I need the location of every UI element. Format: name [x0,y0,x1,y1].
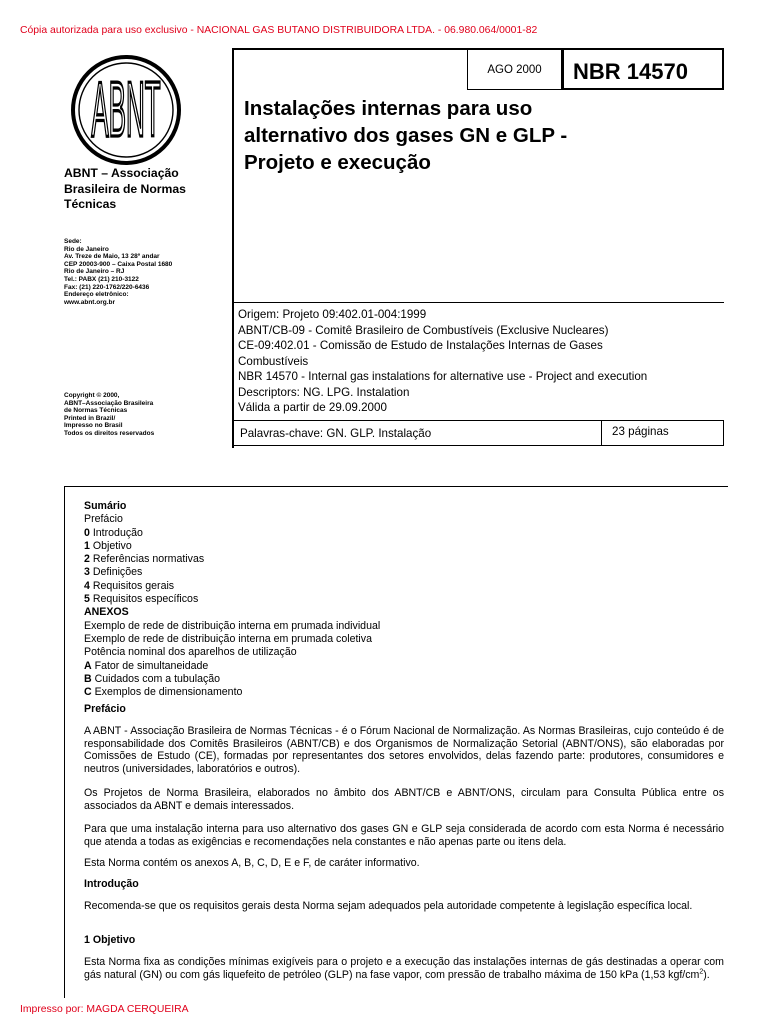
copyright-line: de Normas Técnicas [64,407,128,415]
origin-line: Origem: Projeto 09:402.01-004:1999 [238,308,427,321]
address-line: Rio de Janeiro [64,245,109,253]
summary-item: Prefácio [84,513,123,526]
abnt-logo-graphic [70,54,182,166]
annex-item: C Exemplos de dimensionamento [84,686,243,699]
summary [84,500,724,699]
address-line: Fax: (21) 220-1762/220-6436 [64,283,150,291]
body-top-rule [64,486,728,487]
address-line: Tel.: PABX (21) 210-3122 [64,275,139,283]
summary-item: 5 Requisitos específicos [84,593,199,606]
origin-line: Combustíveis [238,354,309,368]
objective-heading: 1 Objetivo [84,934,136,946]
summary-item: 0 Introdução [84,526,143,539]
page-count: 23 páginas [612,425,669,438]
abnt-logo [70,54,182,166]
introduction-text: Recomenda-se que os requisitos gerais desta Norma sejam adequados pela autoridade competente à legislação específica local. [84,900,693,912]
origin-line: NBR 14570 - Internal gas instalations for alternative use - Project and execution [238,370,648,383]
standard-title [244,95,714,176]
introduction-heading: Introdução [84,878,139,890]
origin-line: Válida a partir de 29.09.2000 [238,401,387,414]
address-line: Av. Treze de Maio, 13 28º andar [64,253,160,261]
origin-line: Descriptors: NG. LPG. Instalation [238,385,410,399]
copyright-line: Copyright © 2000, [64,392,120,399]
org-name: ABNT – Associação Brasileira de Normas Técnicas [64,166,186,212]
address-line: Sede: [64,238,82,245]
origin-line: CE-09:402.01 - Comissão de Estudo de Instalações Internas de Gases [238,339,603,352]
body-left-rule [64,486,65,998]
annex-item: Exemplo de rede de distribuição interna em prumada coletiva [84,632,372,645]
title-line: alternativo dos gases GN e GLP - [244,124,568,147]
annexes-heading: ANEXOS [84,606,129,619]
preface-paragraph: Os Projetos de Norma Brasileira, elaborados no âmbito dos ABNT/CB e ABNT/ONS, circulam para Consulta Pública entre os associados da ABNT e demais interessados. [84,787,724,812]
pages-box [602,420,724,446]
copyright-line: ABNT–Associação Brasileira [64,399,154,407]
copyright-line: Impresso no Brasil [64,422,123,430]
address-line: www.abnt.org.br [64,298,116,306]
frame-vertical-rule [232,48,234,448]
title-line: Projeto e execução [244,151,431,174]
summary-item: 1 Objetivo [84,539,132,552]
origin-top-rule [232,302,724,303]
preface-paragraph: Esta Norma contém os anexos A, B, C, D, E e F, de caráter informativo. [84,857,420,869]
keywords: Palavras-chave: GN. GLP. Instalação [240,427,432,440]
summary-item: 2 Referências normativas [84,553,205,566]
preface-paragraph: Para que uma instalação interna para uso alternativo dos gases GN e GLP seja considerada de acordo com esta Norma é necessário que atenda a todas as exigências e recomendações nela constantes e não apenas parte ou itens dela. [84,823,724,848]
standard-code: NBR 14570 [573,59,688,84]
abnt-logo-text: ABNT [91,66,161,154]
date-box [467,48,562,90]
copyright-block [64,392,224,438]
preface-paragraph: A ABNT - Associação Brasileira de Normas Técnicas - é o Fórum Nacional de Normalização. As Normas Brasileiras, cujo conteúdo é de responsabilidade dos Comitês Brasileiros (ABNT/CB) e dos Organismos de Normalização Setorial (ABNT/ONS), são elaboradas por Comissões de Estudo (CE), formadas por representantes dos setores envolvidos, delas fazendo parte: produtores, consumidores e neutros (universidades, laboratórios e outros). [84,725,724,775]
origin-line: ABNT/CB-09 - Comitê Brasileiro de Combustíveis (Exclusive Nucleares) [238,323,609,337]
origin-block [238,307,722,416]
summary-item: 3 Definições [84,566,143,579]
copy-authorization-notice: Cópia autorizada para uso exclusivo - NACIONAL GAS BUTANO DISTRIBUIDORA LTDA. - 06.980.064/0001-82 [20,25,538,36]
annex-item: Exemplo de rede de distribuição interna em prumada individual [84,619,381,632]
summary-item: 4 Requisitos gerais [84,579,175,592]
annex-item: Potência nominal dos aparelhos de utilização [84,646,297,659]
address-line: Endereço eletrônico: [64,291,129,299]
code-box [562,48,724,90]
address-line: CEP 20003-900 – Caixa Postal 1680 [64,260,173,268]
annex-item: B Cuidados com a tubulação [84,672,221,685]
title-line: Instalações internas para uso [244,97,533,120]
copyright-line: Printed in Brazil/ [64,414,116,422]
annex-item: A Fator de simultaneidade [84,659,209,672]
standard-date: AGO 2000 [487,64,542,76]
copyright-line: Todos os direitos reservados [64,429,155,437]
objective-text: Esta Norma fixa as condições mínimas exigíveis para o projeto e a execução das instalações internas de gás destinadas a operar com gás natural (GN) ou com gás liquefeito de petróleo (GLP) na fase vapor, com pressão de trabalho máxima de 150 kPa (1,53 kgf/$cm^2$). [84,956,724,981]
address-line: Rio de Janeiro – RJ [64,268,125,276]
summary-heading: Sumário [84,500,127,512]
keywords-box [232,420,602,446]
printed-by-notice: Impresso por: MAGDA CERQUEIRA [20,1004,189,1015]
preface-heading: Prefácio [84,703,126,715]
org-address [64,238,224,306]
